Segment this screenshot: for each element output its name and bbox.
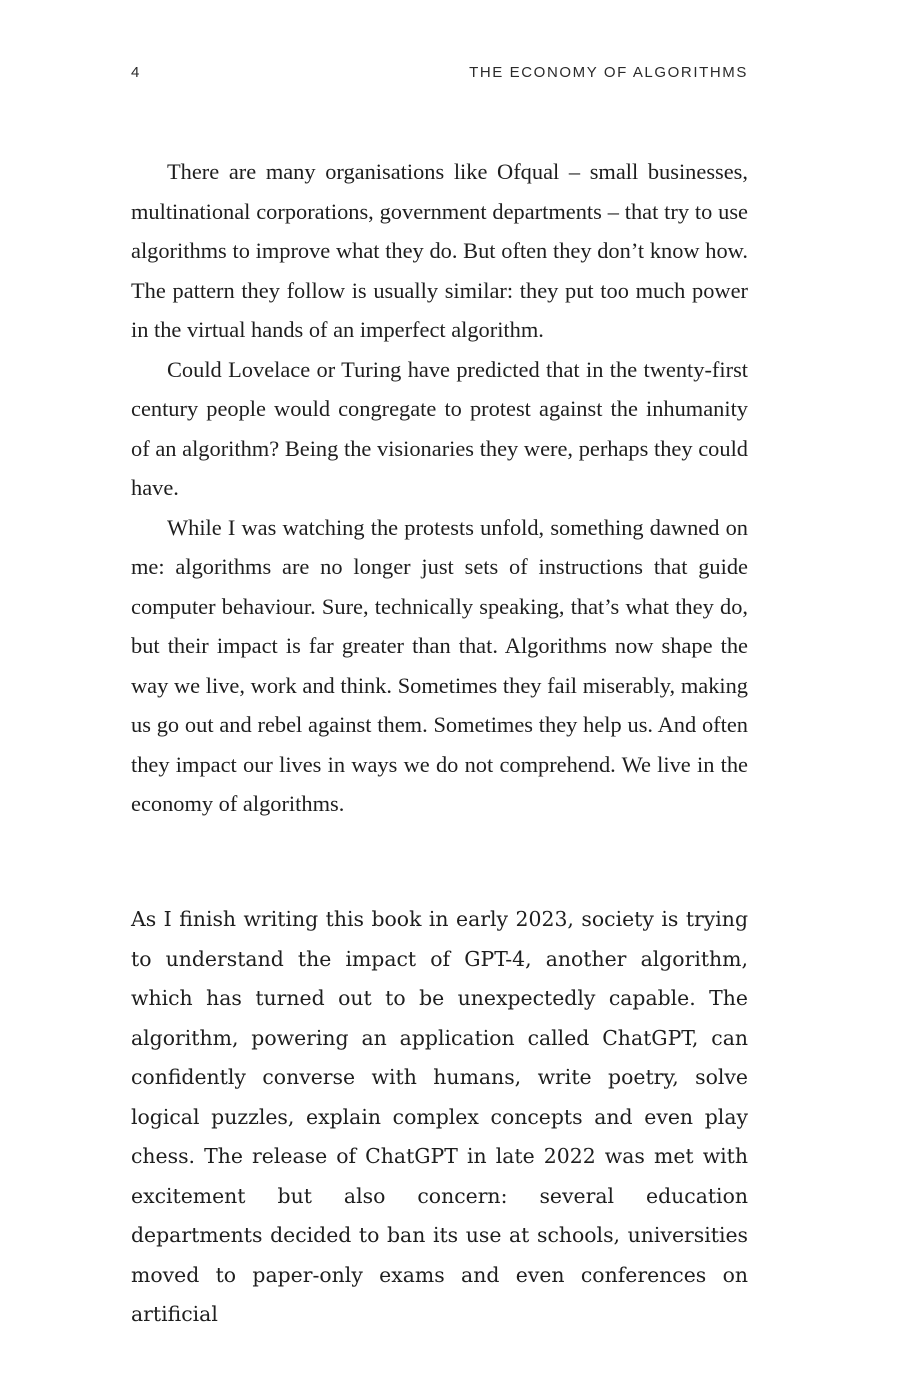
body-paragraph: There are many organisations like Ofqual – small businesses, multinational corporations, government departments – that try to use algorithms to improve what they do. But often they don’t know how. The pattern they follow is usually similar: they put too much power in the virtual hands of an imperfect algorithm.: [131, 159, 748, 342]
section-two-text: [131, 900, 748, 1335]
body-paragraph: As I finish writing this book in early 2023, society is trying to understand the impact of GPT-4, another algorithm, which has turned out to be unexpectedly capable. The algorithm, powering an application called ChatGPT, can confidently converse with humans, write poetry, solve logical puzzles, explain complex concepts and even play chess. The release of ChatGPT in late 2022 was met with excitement but also concern: several education departments decided to ban its use at schools, universities moved to paper-only exams and even conferences on artificial: [131, 907, 748, 1326]
section-one-text: [131, 152, 748, 824]
body-paragraph: While I was watching the protests unfold, something dawned on me: algorithms are no longer just sets of instructions that guide computer behaviour. Sure, technically speaking, that’s what they do, but their impact is far greater than that. Algorithms now shape the way we live, work and think. Sometimes they fail miserably, making us go out and rebel against them. Sometimes they help us. And often they impact our lives in ways we do not comprehend. We live in the economy of algorithms.: [131, 514, 748, 816]
running-title: THE ECONOMY OF ALGORITHMS: [469, 64, 748, 81]
page-number: 4: [131, 64, 141, 81]
body-paragraph: Could Lovelace or Turing have predicted that in the twenty-first century people would congregate to protest against the inhumanity of an algorithm? Being the visionaries they were, perhaps they could have.: [131, 356, 748, 500]
running-header: [131, 64, 748, 86]
